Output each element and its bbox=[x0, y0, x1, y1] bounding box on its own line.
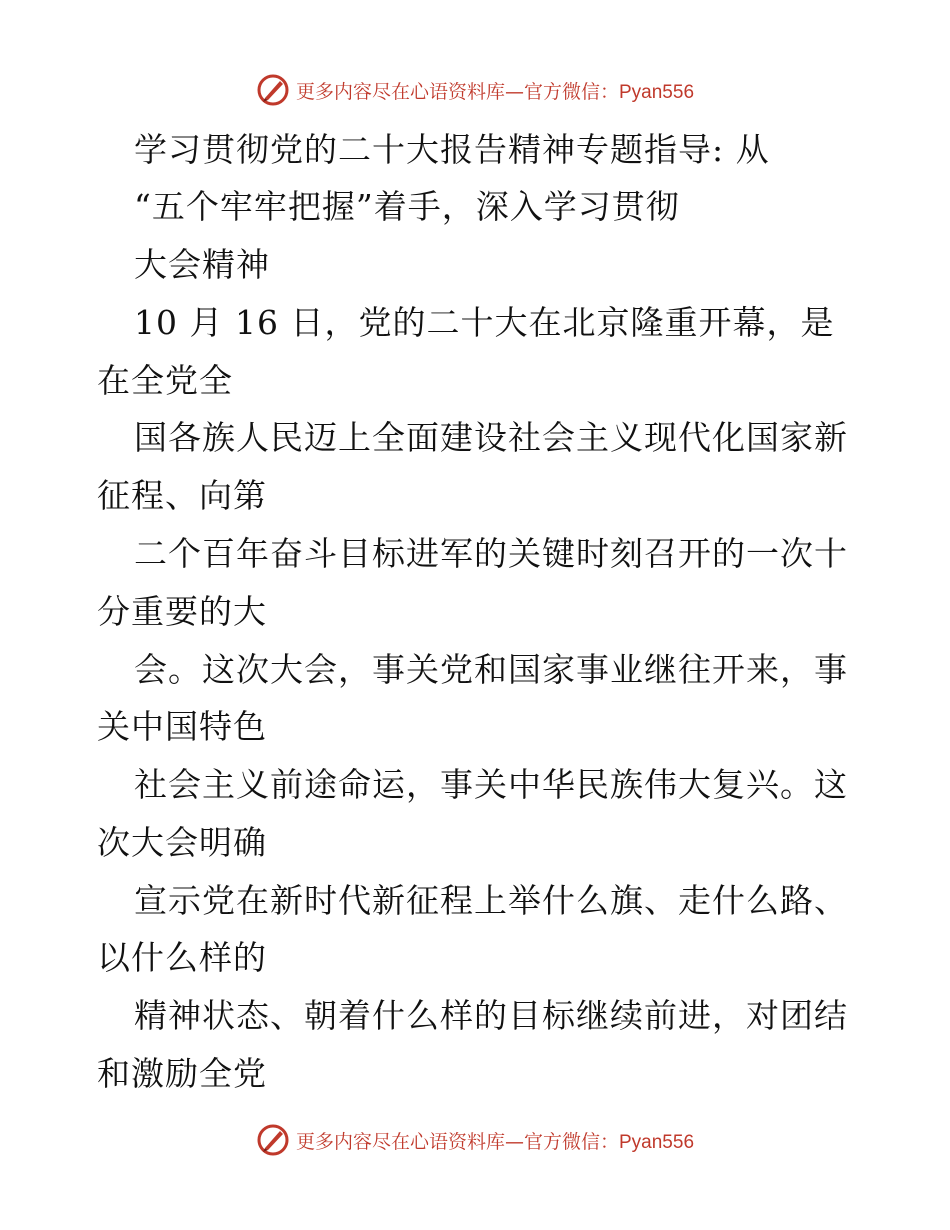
banner-wechat-id: Pyan556 bbox=[619, 81, 695, 103]
paragraph-line: 宣示党在新时代新征程上举什么旗、走什么路、 bbox=[134, 881, 848, 920]
title-line-3: 大会精神 bbox=[134, 245, 270, 284]
header-banner bbox=[0, 70, 950, 110]
pen-feather-logo-icon bbox=[256, 73, 290, 107]
paragraph-line: 在全党全 bbox=[97, 361, 233, 400]
banner-wechat-label: 官方微信： bbox=[523, 1130, 619, 1153]
banner-dash: — bbox=[504, 80, 524, 103]
banner-text bbox=[296, 1127, 694, 1154]
paragraph-line: 精神状态、朝着什么样的目标继续前进，对团结 bbox=[134, 996, 848, 1035]
banner-site-text: 更多内容尽在心语资料库 bbox=[295, 80, 505, 103]
paragraph-line: 以什么样的 bbox=[97, 938, 267, 977]
paragraph-line: 次大会明确 bbox=[97, 823, 267, 862]
paragraph-line: 会。这次大会，事关党和国家事业继往开来，事 bbox=[134, 650, 848, 689]
pen-feather-logo-icon bbox=[256, 1123, 290, 1157]
banner-wechat-label: 官方微信： bbox=[523, 80, 619, 103]
banner-dash: — bbox=[504, 1130, 524, 1153]
paragraph-line: 社会主义前途命运，事关中华民族伟大复兴。这 bbox=[134, 765, 848, 804]
banner-wechat-id: Pyan556 bbox=[619, 1131, 695, 1153]
paragraph-line: 征程、向第 bbox=[97, 476, 267, 515]
paragraph-line: 10 月 16 日，党的二十大在北京隆重开幕，是 bbox=[134, 303, 835, 342]
title-line-2: “五个牢牢把握”着手，深入学习贯彻 bbox=[134, 187, 680, 226]
paragraph-line: 二个百年奋斗目标进军的关键时刻召开的一次十 bbox=[134, 534, 848, 573]
paragraph-line: 关中国特色 bbox=[97, 707, 267, 746]
paragraph-line: 国各族人民迈上全面建设社会主义现代化国家新 bbox=[134, 418, 848, 457]
banner-text bbox=[296, 77, 694, 104]
banner-site-text: 更多内容尽在心语资料库 bbox=[295, 1130, 505, 1153]
title-line-1: 学习贯彻党的二十大报告精神专题指导: 从 bbox=[134, 130, 770, 169]
footer-banner bbox=[0, 1120, 950, 1160]
paragraph-line: 和激励全党 bbox=[97, 1054, 267, 1093]
paragraph-line: 分重要的大 bbox=[97, 592, 267, 631]
